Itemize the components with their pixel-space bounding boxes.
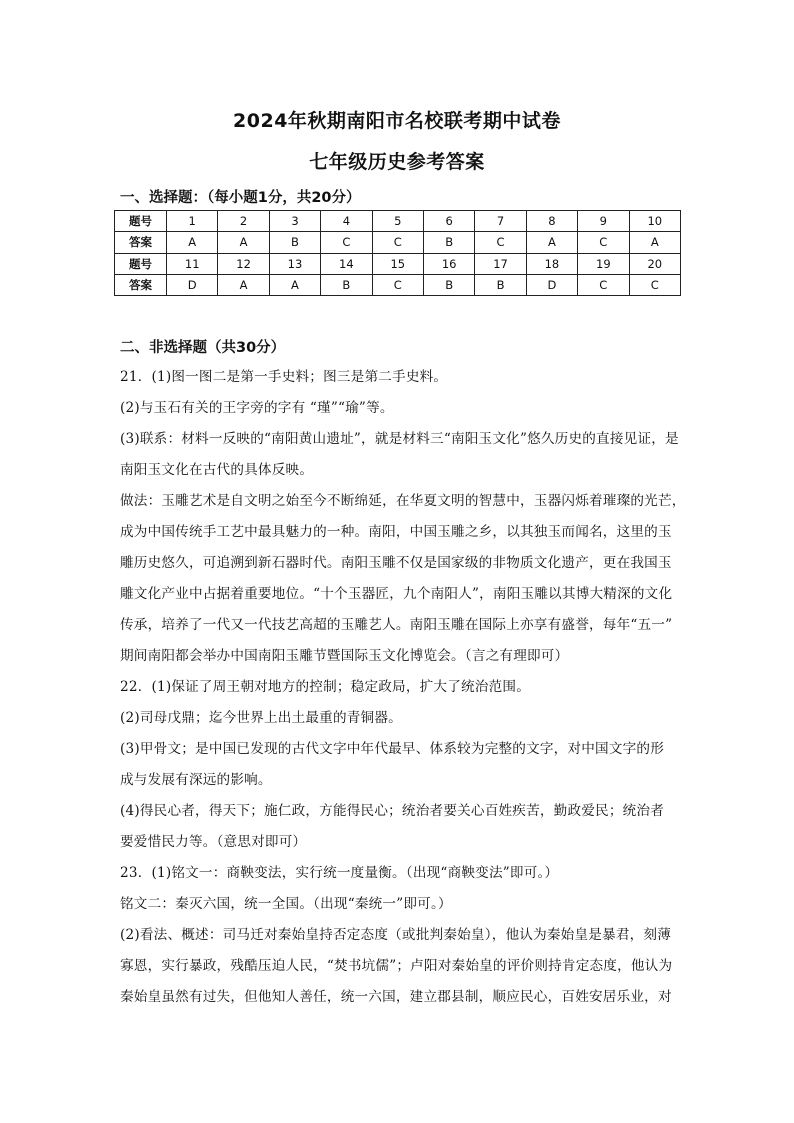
text-line: (2)与玉石有关的王字旁的字有 “瑾”“瑜”等。 — [120, 400, 394, 416]
table-cell: 10 — [629, 211, 680, 232]
answer-table — [114, 210, 681, 296]
text-line: (3)甲骨文；是中国已发现的古代文字中年代最早、体系较为完整的文字，对中国文字的形 — [120, 741, 665, 757]
table-cell: C — [372, 274, 423, 295]
text-line: 秦始皇虽然有过失，但他知人善任，统一六国，建立郡县制，顺应民心，百姓安居乐业，对 — [120, 989, 672, 1005]
table-cell: 9 — [578, 211, 629, 232]
text-line: (2)看法、概述：司马迁对秦始皇持否定态度（或批判秦始皇），他认为秦始皇是暴君，刻薄 — [120, 927, 672, 943]
text-line: (2)司母戊鼎；迄今世界上出土最重的青铜器。 — [120, 710, 402, 726]
table-cell: A — [218, 274, 269, 295]
table-cell: 2 — [218, 211, 269, 232]
section-heading-nonchoice: 二、非选择题（共30分） — [120, 340, 286, 356]
table-row — [115, 232, 681, 253]
table-cell: 15 — [372, 253, 423, 274]
row-label: 答案 — [115, 274, 167, 295]
table-cell: 14 — [321, 253, 372, 274]
table-row — [115, 253, 681, 274]
table-cell: A — [629, 232, 680, 253]
table-cell: D — [526, 274, 577, 295]
document-subtitle: 七年级历史参考答案 — [309, 151, 485, 173]
text-line: 寡恩，实行暴政，残酷压迫人民，“焚书坑儒”；卢阳对秦始皇的评价则持肯定态度，他认为 — [120, 958, 673, 974]
document-title: 2024年秋期南阳市名校联考期中试卷 — [233, 110, 561, 132]
table-cell: 7 — [475, 211, 526, 232]
table-cell: 16 — [423, 253, 474, 274]
table-cell: C — [578, 274, 629, 295]
text-line: (4)得民心者，得天下；施仁政，方能得民心；统治者要关心百姓疾苦，勤政爱民；统治者 — [120, 803, 665, 819]
table-cell: 18 — [526, 253, 577, 274]
table-cell: C — [578, 232, 629, 253]
table-cell: C — [372, 232, 423, 253]
answer-text-body — [120, 362, 686, 1013]
text-line: 22．(1)保证了周王朝对地方的控制；稳定政局，扩大了统治范围。 — [120, 679, 530, 695]
text-line: 做法：玉雕艺术是自文明之始至今不断绵延，在华夏文明的智慧中，玉器闪烁着璀璨的光芒， — [120, 493, 686, 509]
row-label: 答案 — [115, 232, 167, 253]
table-cell: B — [423, 274, 474, 295]
table-cell: B — [423, 232, 474, 253]
table-cell: A — [526, 232, 577, 253]
table-row — [115, 211, 681, 232]
text-line: 期间南阳都会举办中国南阳玉雕节暨国际玉文化博览会。（言之有理即可） — [120, 648, 569, 664]
table-cell: 5 — [372, 211, 423, 232]
table-cell: A — [218, 232, 269, 253]
text-line: 雕历史悠久，可追溯到新石器时代。南阳玉雕不仅是国家级的非物质文化遗产，更在我国玉 — [120, 555, 672, 571]
text-line: 成与发展有深远的影响。 — [120, 772, 272, 788]
row-label: 题号 — [115, 211, 167, 232]
table-cell: 12 — [218, 253, 269, 274]
table-cell: 3 — [269, 211, 320, 232]
table-cell: 13 — [269, 253, 320, 274]
table-cell: 6 — [423, 211, 474, 232]
table-cell: B — [475, 274, 526, 295]
table-cell: 8 — [526, 211, 577, 232]
text-line: 南阳玉文化在古代的具体反映。 — [120, 462, 314, 478]
text-line: (3)联系：材料一反映的“南阳黄山遗址”，就是材料三“南阳玉文化”悠久历史的直接见证，是 — [120, 431, 679, 447]
section-heading-choice: 一、选择题：（每小题1分，共20分） — [120, 190, 361, 206]
table-row — [115, 274, 681, 295]
text-line: 23．(1)铭文一：商鞅变法，实行统一度量衡。（出现“商鞅变法”即可。） — [120, 865, 559, 881]
table-cell: 1 — [167, 211, 218, 232]
text-line: 成为中国传统手工艺中最具魅力的一种。南阳，中国玉雕之乡，以其独玉而闻名，这里的玉 — [120, 524, 672, 540]
text-line: 传承，培养了一代又一代技艺高超的玉雕艺人。南阳玉雕在国际上亦享有盛誉，每年“五一” — [120, 617, 673, 633]
text-line: 雕文化产业中占据着重要地位。“十个玉器匠，九个南阳人”，南阳玉雕以其博大精深的文化 — [120, 586, 673, 602]
table-cell: A — [167, 232, 218, 253]
table-cell: B — [269, 232, 320, 253]
table-cell: 17 — [475, 253, 526, 274]
table-cell: C — [629, 274, 680, 295]
text-line: 要爱惜民力等。（意思对即可） — [120, 834, 307, 850]
table-cell: D — [167, 274, 218, 295]
table-cell: 20 — [629, 253, 680, 274]
table-cell: 4 — [321, 211, 372, 232]
table-cell: 11 — [167, 253, 218, 274]
table-cell: C — [321, 232, 372, 253]
text-line: 21．(1)图一图二是第一手史料；图三是第二手史料。 — [120, 369, 448, 385]
row-label: 题号 — [115, 253, 167, 274]
text-line: 铭文二：秦灭六国，统一全国。（出现“秦统一”即可。） — [120, 896, 452, 912]
table-cell: B — [321, 274, 372, 295]
table-cell: 19 — [578, 253, 629, 274]
table-cell: A — [269, 274, 320, 295]
table-cell: C — [475, 232, 526, 253]
